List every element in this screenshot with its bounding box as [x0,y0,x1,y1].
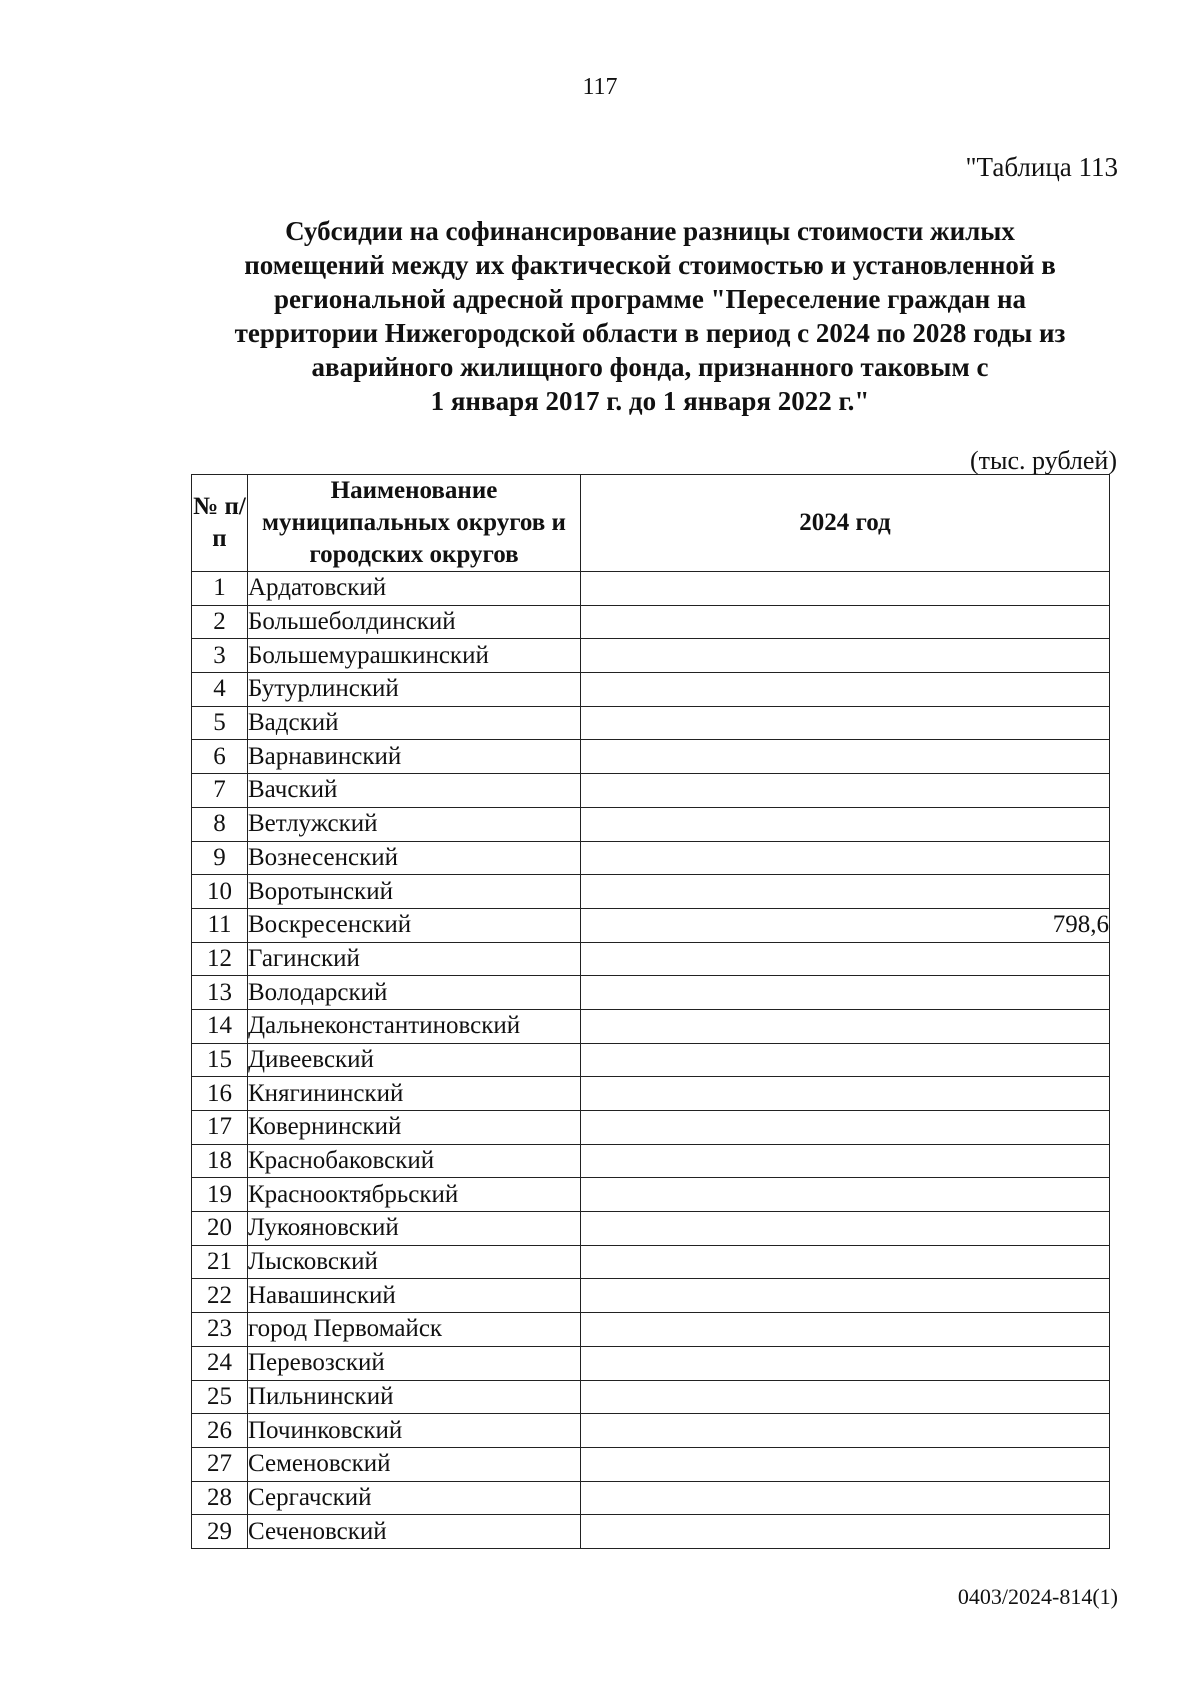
table-row [192,1313,1110,1347]
row-number-cell: 5 [192,706,248,740]
row-number-cell: 11 [192,908,248,942]
row-name-cell: Краснобаковский [248,1144,581,1178]
row-value-cell [581,774,1110,808]
row-value-cell [581,1481,1110,1515]
row-value-cell [581,639,1110,673]
row-name-cell: Навашинский [248,1279,581,1313]
row-number-cell: 28 [192,1481,248,1515]
table-row [192,875,1110,909]
row-value-cell [581,976,1110,1010]
row-name-cell: Дивеевский [248,1043,581,1077]
document-code: 0403/2024-814(1) [957,1584,1118,1609]
row-number-cell: 7 [192,774,248,808]
row-number-cell: 17 [192,1111,248,1145]
table-row [192,740,1110,774]
row-name-cell: Лукояновский [248,1212,581,1246]
header-num: № п/п [192,475,248,572]
row-name-cell: Вознесенский [248,841,581,875]
row-number-cell: 8 [192,807,248,841]
row-name-cell: Починковский [248,1414,581,1448]
row-name-cell: Краснооктябрьский [248,1178,581,1212]
row-name-cell: Лысковский [248,1245,581,1279]
title-line: 1 января 2017 г. до 1 января 2022 г." [430,386,870,416]
table-row [192,1077,1110,1111]
row-number-cell: 24 [192,1346,248,1380]
table-row [192,1245,1110,1279]
table-row [192,1279,1110,1313]
row-number-cell: 22 [192,1279,248,1313]
row-number-cell: 4 [192,673,248,707]
table-row [192,942,1110,976]
row-name-cell: Гагинский [248,942,581,976]
row-value-cell [581,841,1110,875]
row-value-cell [581,1346,1110,1380]
row-number-cell: 29 [192,1515,248,1549]
row-number-cell: 19 [192,1178,248,1212]
row-value-cell [581,1245,1110,1279]
row-number-cell: 26 [192,1414,248,1448]
row-value-cell [581,673,1110,707]
header-name: Наименование муниципальных округов и городских округов [248,475,581,572]
title-line: помещений между их фактической стоимостью и установленной в [244,250,1056,280]
table-row [192,639,1110,673]
row-value-cell [581,1515,1110,1549]
row-value-cell: 798,6 [581,908,1110,942]
row-value-cell [581,1144,1110,1178]
table-row [192,841,1110,875]
table-row [192,1447,1110,1481]
table-row [192,1009,1110,1043]
row-value-cell [581,1077,1110,1111]
row-name-cell: Княгининский [248,1077,581,1111]
table-row [192,673,1110,707]
row-number-cell: 12 [192,942,248,976]
table-row [192,1414,1110,1448]
row-value-cell [581,1178,1110,1212]
row-name-cell: Вачский [248,774,581,808]
table-body [192,572,1110,1549]
row-number-cell: 16 [192,1077,248,1111]
units-label: (тыс. рублей) [969,446,1117,475]
row-name-cell: Дальнеконстантиновский [248,1009,581,1043]
header-year: 2024 год [581,475,1110,572]
row-value-cell [581,1414,1110,1448]
table-header-row [192,475,1110,572]
title-line: территории Нижегородской области в период с 2024 по 2028 годы из [234,318,1066,348]
row-number-cell: 15 [192,1043,248,1077]
table-row [192,807,1110,841]
row-value-cell [581,1380,1110,1414]
row-name-cell: Варнавинский [248,740,581,774]
row-name-cell: Сергачский [248,1481,581,1515]
row-value-cell [581,1111,1110,1145]
row-number-cell: 18 [192,1144,248,1178]
row-value-cell [581,1043,1110,1077]
title-line: Субсидии на софинансирование разницы стоимости жилых [285,216,1015,246]
table-row [192,908,1110,942]
row-name-cell: Перевозский [248,1346,581,1380]
row-number-cell: 10 [192,875,248,909]
row-value-cell [581,1009,1110,1043]
row-value-cell [581,942,1110,976]
row-name-cell: Воротынский [248,875,581,909]
row-name-cell: Воскресенский [248,908,581,942]
row-name-cell: Ковернинский [248,1111,581,1145]
row-value-cell [581,807,1110,841]
row-number-cell: 14 [192,1009,248,1043]
row-number-cell: 13 [192,976,248,1010]
row-number-cell: 20 [192,1212,248,1246]
table-row [192,976,1110,1010]
table-row [192,572,1110,606]
table-row [192,1144,1110,1178]
row-name-cell: Володарский [248,976,581,1010]
row-name-cell: Пильнинский [248,1380,581,1414]
table-row [192,1346,1110,1380]
row-name-cell: Семеновский [248,1447,581,1481]
row-number-cell: 6 [192,740,248,774]
row-number-cell: 2 [192,605,248,639]
page-number: 117 [582,74,618,100]
row-name-cell: город Первомайск [248,1313,581,1347]
row-value-cell [581,1279,1110,1313]
table-row [192,1043,1110,1077]
row-number-cell: 3 [192,639,248,673]
row-name-cell: Большемурашкинский [248,639,581,673]
table-label: "Таблица 113 [965,152,1118,182]
title-line: аварийного жилищного фонда, признанного таковым с [311,352,989,382]
table-row [192,605,1110,639]
row-number-cell: 21 [192,1245,248,1279]
row-number-cell: 23 [192,1313,248,1347]
table-row [192,1111,1110,1145]
document-title [190,214,1110,418]
row-value-cell [581,1313,1110,1347]
table-row [192,774,1110,808]
row-name-cell: Ардатовский [248,572,581,606]
table-row [192,1515,1110,1549]
table-row [192,1212,1110,1246]
row-name-cell: Бутурлинский [248,673,581,707]
subsidy-table [191,474,1110,1549]
title-line: региональной адресной программе "Переселение граждан на [273,284,1027,314]
table-row [192,1178,1110,1212]
row-name-cell: Сеченовский [248,1515,581,1549]
row-value-cell [581,706,1110,740]
row-value-cell [581,740,1110,774]
row-number-cell: 9 [192,841,248,875]
row-value-cell [581,1447,1110,1481]
row-name-cell: Ветлужский [248,807,581,841]
row-value-cell [581,875,1110,909]
table-row [192,706,1110,740]
table-row [192,1380,1110,1414]
row-number-cell: 25 [192,1380,248,1414]
row-name-cell: Вадский [248,706,581,740]
row-value-cell [581,605,1110,639]
row-value-cell [581,572,1110,606]
row-name-cell: Большеболдинский [248,605,581,639]
row-value-cell [581,1212,1110,1246]
row-number-cell: 1 [192,572,248,606]
table-row [192,1481,1110,1515]
row-number-cell: 27 [192,1447,248,1481]
